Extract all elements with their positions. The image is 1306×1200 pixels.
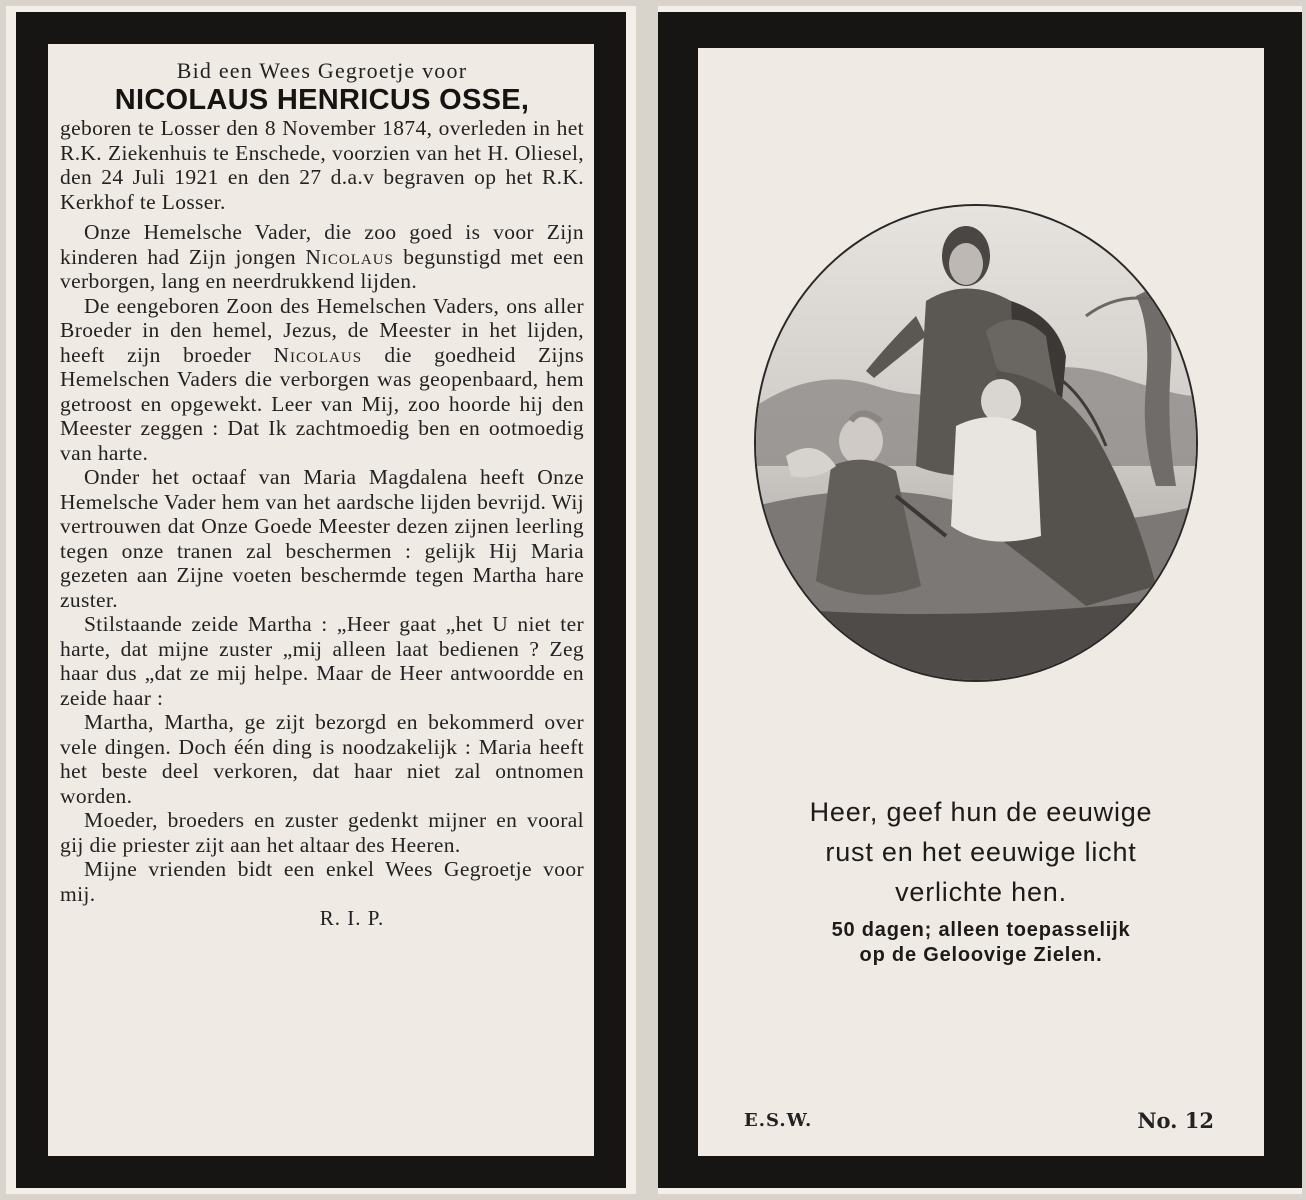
paragraph-6: Moeder, broeders en zuster gedenkt mijner en vooral gij die priester zijt aan het altaar des Heeren.	[60, 808, 584, 857]
indulgence-text	[698, 918, 1264, 968]
indulgence-line-1: 50 dagen; alleen toepasselijk	[831, 919, 1131, 941]
paragraph-5: Martha, Martha, ge zijt bezorgd en bekommerd over vele dingen. Doch één ding is noodzakelijk : Maria heeft het beste deel verkoren, dat haar niet zal ontnomen worden.	[60, 710, 584, 808]
paragraph-1-name: Nicolaus	[305, 244, 394, 269]
deceased-name: NICOLAUS HENRICUS OSSE,	[114, 84, 530, 116]
paragraph-4: Stilstaande zeide Martha : „Heer gaat „het U niet ter harte, dat mijne zuster „mij alleen laat bedienen ? Zeg haar dus „dat ze mij helpe. Maar de Heer antwoordde en zeide haar :	[60, 612, 584, 710]
paragraph-2-a: De eengeboren Zoon des Hemelschen Vaders, ons aller Broeder in den hemel, Jezus, de Meester in het lijden, heeft zijn broeder	[60, 293, 584, 367]
picture-panel	[698, 48, 1264, 1156]
card-text	[60, 58, 584, 930]
prayer-line-2: rust en het eeuwige licht	[825, 837, 1137, 867]
memorial-card-picture	[658, 6, 1302, 1194]
holy-family-illustration	[756, 206, 1196, 680]
prayer-text	[698, 792, 1264, 912]
paragraph-2-name: Nicolaus	[273, 342, 363, 367]
paragraph-1-b: begunstigd met een verborgen, lang en neerdrukkend lijden.	[60, 244, 584, 293]
card-number: No. 12	[1137, 1108, 1214, 1133]
holy-family-image	[754, 204, 1198, 682]
paragraph-1	[60, 220, 584, 294]
text-panel	[48, 44, 594, 1156]
paragraph-1-a: Onze Hemelsche Vader, die zoo goed is voor Zijn kinderen had Zijn jongen	[60, 220, 584, 269]
printer-mark: E.S.W.	[744, 1110, 813, 1131]
paragraph-2-b: die goedheid Zijns Hemelschen Vaders die verborgen was geopenbaard, hem getroost en opgewekt. Leer van Mij, zoo hoorde hij den Meester zeggen : Dat Ik zachtmoedig ben en ootmoedig van harte.	[60, 342, 584, 465]
prayer-line-3: verlichte hen.	[895, 877, 1067, 907]
prayer-line-1: Heer, geef hun de eeuwige	[809, 797, 1153, 827]
paragraph-3: Onder het octaaf van Maria Magdalena heeft Onze Hemelsche Vader hem van het aardsche lijden bevrijd. Wij vertrouwen dat Onze Goede Meester dezen zijnen leerling tegen onze tranen zal beschermen : gelijk Hij Maria gezeten aan Zijne voeten beschermde tegen Martha hare zuster.	[60, 465, 584, 612]
biography: geboren te Losser den 8 November 1874, overleden in het R.K. Ziekenhuis te Enschede, voorzien van het H. Oliesel, den 24 Juli 1921 en den 27 d.a.v begraven op het R.K. Kerkhof te Losser.	[60, 116, 584, 214]
paragraph-7: Mijne vrienden bidt een enkel Wees Gegroetje voor mij.	[60, 857, 584, 906]
intro-line: Bid een Wees Gegroetje voor	[176, 58, 468, 83]
mourning-border-right	[658, 12, 1302, 1188]
rip-line: R. I. P.	[319, 906, 385, 930]
mourning-border	[16, 12, 626, 1188]
memorial-card-text	[6, 6, 636, 1194]
indulgence-line-2: op de Geloovige Zielen.	[859, 944, 1103, 966]
paragraph-2	[60, 294, 584, 466]
